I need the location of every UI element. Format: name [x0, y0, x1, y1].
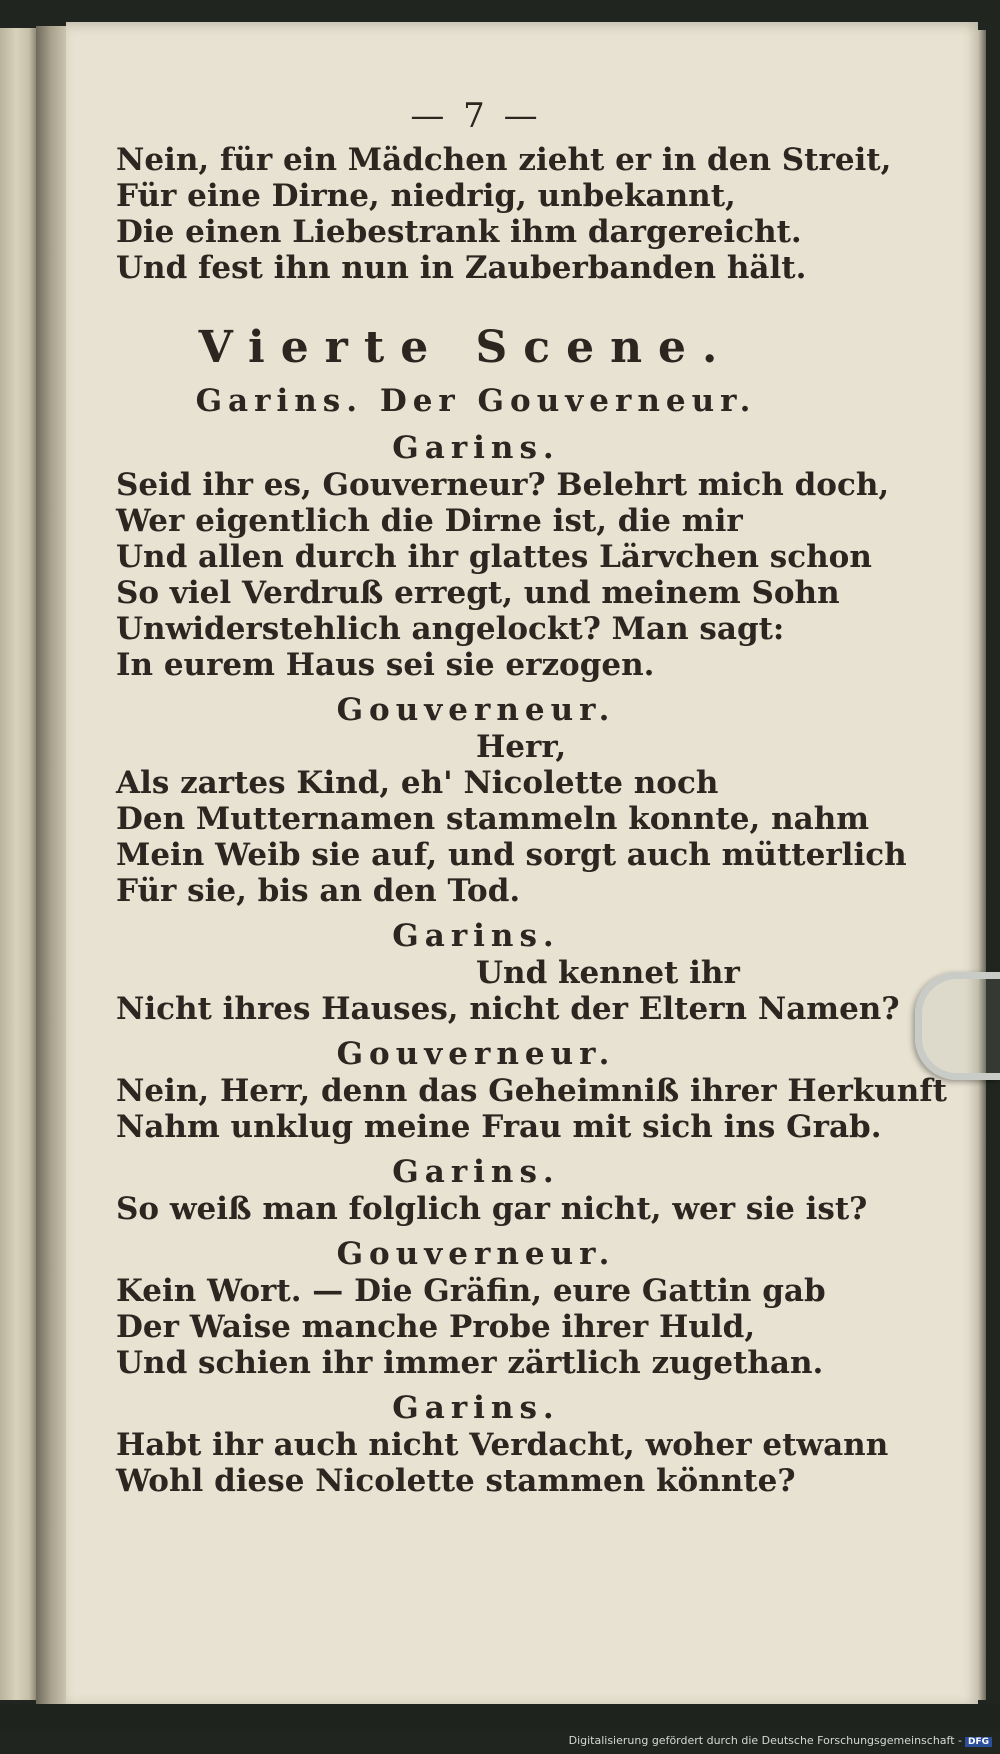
verse-line: Die einen Liebestrank ihm dargereicht.: [116, 214, 802, 250]
verse-line: Und allen durch ihr glattes Lärvchen schon: [116, 539, 872, 575]
verse-line: Als zartes Kind, eh' Nicolette noch: [116, 765, 719, 801]
speaker-name: Gouverneur.: [336, 1036, 616, 1072]
verse-line: Unwiderstehlich angelockt? Man sagt:: [116, 611, 785, 647]
verse-line: Der Waise manche Probe ihrer Huld,: [116, 1309, 756, 1345]
page-number: — 7 —: [410, 96, 542, 136]
previous-page-edge: [0, 28, 36, 1700]
scene-title: Vierte Scene.: [198, 322, 734, 373]
verse-line: Und schien ihr immer zärtlich zugethan.: [116, 1345, 824, 1381]
verse-line: Nein, Herr, denn das Geheimniß ihrer Herkunft: [116, 1073, 947, 1109]
opening-verse: [116, 142, 916, 286]
scan-background: [0, 1704, 1000, 1732]
verse-line: Habt ihr auch nicht Verdacht, woher etwann: [116, 1427, 889, 1463]
credit-text: Digitalisierung gefördert durch die Deutsche Forschungsgemeinschaft -: [568, 1734, 962, 1747]
verse-line: Und fest ihn nun in Zauberbanden hält.: [116, 250, 807, 286]
speech-block: [116, 429, 916, 683]
speaker-name: Gouverneur.: [336, 692, 616, 728]
verse-line: So viel Verdruß erregt, und meinem Sohn: [116, 575, 840, 611]
speaker-name: Garins.: [392, 430, 560, 466]
verse-line: Kein Wort. — Die Gräfin, eure Gattin gab: [116, 1273, 826, 1309]
verse-line: Den Mutternamen stammeln konnte, nahm: [116, 801, 870, 837]
speech-block: [116, 1235, 916, 1381]
speech-block: [116, 1153, 916, 1227]
speaker-name: Garins.: [392, 1154, 560, 1190]
verse-line-continued: Herr,: [476, 729, 567, 765]
scene-cast: Garins. Der Gouverneur.: [195, 383, 757, 419]
verse-line: Wer eigentlich die Dirne ist, die mir: [116, 503, 743, 539]
speech-block: [116, 691, 916, 909]
verse-line: Nein, für ein Mädchen zieht er in den Streit,: [116, 142, 892, 178]
speaker-name: Gouverneur.: [336, 1236, 616, 1272]
digitization-credit: [569, 1734, 992, 1747]
verse-line: In eurem Haus sei sie erzogen.: [116, 647, 655, 683]
verse-line: Nahm unklug meine Frau mit sich ins Grab.: [116, 1109, 882, 1145]
verse-line: Für eine Dirne, niedrig, unbekannt,: [116, 178, 736, 214]
verse-line: Für sie, bis an den Tod.: [116, 873, 521, 909]
verse-line: Mein Weib sie auf, und sorgt auch mütterlich: [116, 837, 907, 873]
speech-block: [116, 917, 916, 1027]
page-clip: [915, 972, 1000, 1080]
speaker-name: Garins.: [392, 918, 560, 954]
verse-line-continued: Und kennet ihr: [476, 955, 740, 991]
speech-block: [116, 1389, 916, 1499]
dfg-logo: DFG: [965, 1737, 992, 1747]
verse-line: Nicht ihres Hauses, nicht der Eltern Namen?: [116, 991, 900, 1027]
verse-line: Wohl diese Nicolette stammen könnte?: [116, 1463, 796, 1499]
verse-line: So weiß man folglich gar nicht, wer sie ist?: [116, 1191, 868, 1227]
verse-line: Seid ihr es, Gouverneur? Belehrt mich doch,: [116, 467, 890, 503]
page-text: [116, 96, 947, 1499]
speaker-name: Garins.: [392, 1390, 560, 1426]
page-edge: [978, 30, 986, 1700]
speech-block: [116, 1035, 947, 1145]
book-gutter: [36, 26, 70, 1704]
